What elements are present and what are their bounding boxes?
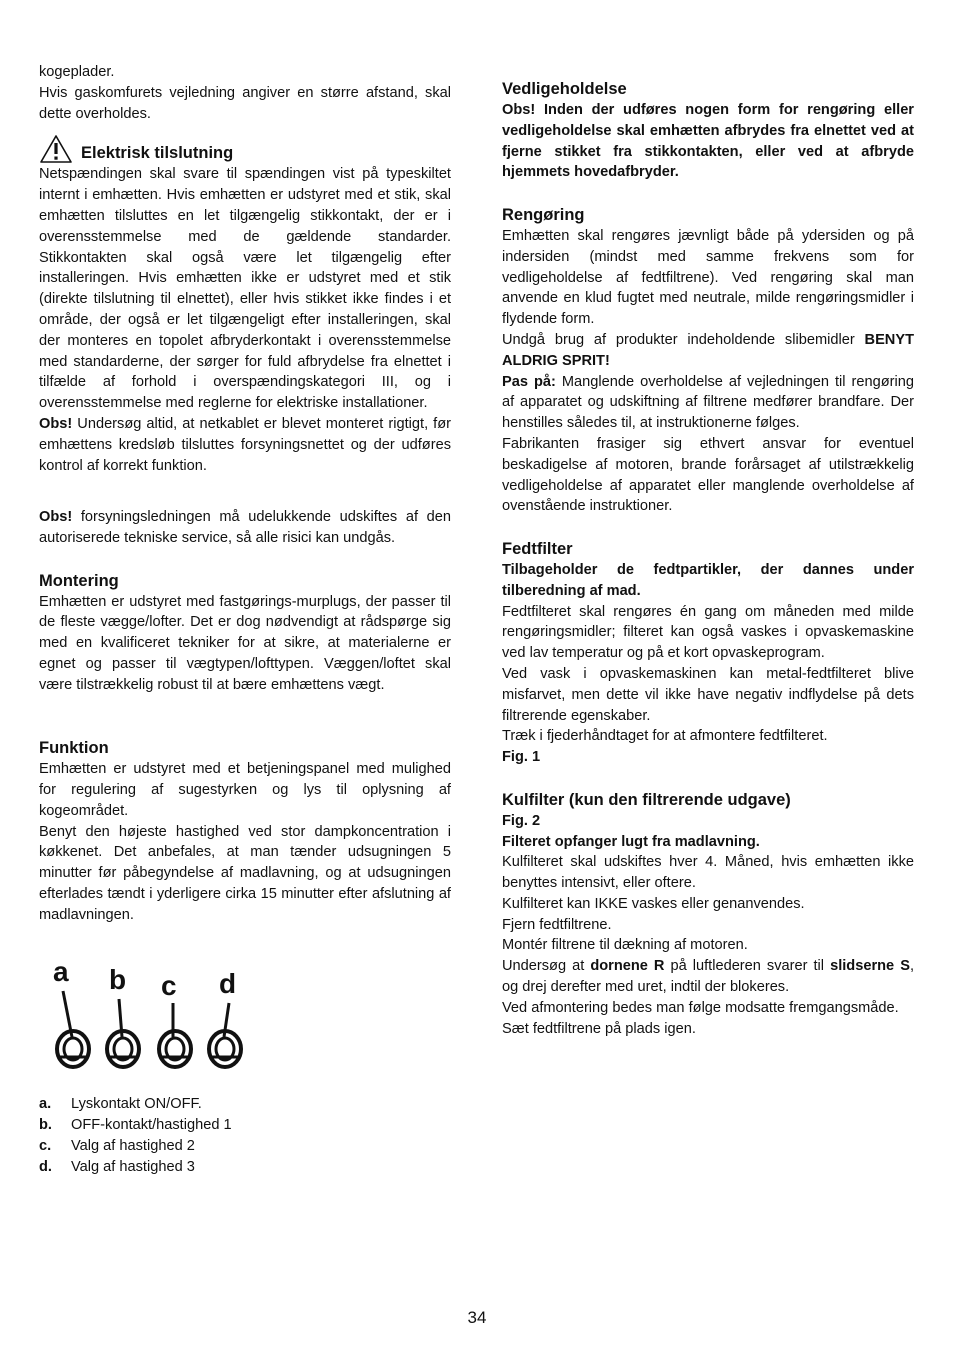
knob-icon xyxy=(159,1031,191,1067)
note-label: Obs! xyxy=(39,415,73,432)
warning-triangle-icon xyxy=(39,134,73,164)
intro-line-1: kogeplader. xyxy=(39,64,115,80)
electrical-note-1 xyxy=(39,414,451,476)
note-text: forsyningsledningen må udelukkende udskiftes af den autoriserede tekniske service, så alle risici kan undgås. xyxy=(39,509,451,546)
left-column xyxy=(39,62,451,1177)
page-number: 34 xyxy=(467,1308,487,1327)
control-knobs-illustration xyxy=(39,955,259,1073)
mounting-title: Montering xyxy=(39,571,119,590)
carbon-filter-title: Kulfilter (kun den filtrerende udgave) xyxy=(502,790,791,809)
list-item: a. Lyskontakt ON/OFF. xyxy=(39,1096,202,1113)
carbon-filter-body-6: Ved afmontering bedes man følge modsatte fremgangsmåde. xyxy=(502,999,899,1016)
note-label: Obs! xyxy=(39,509,73,526)
cleaning-body-1: Emhætten skal rengøres jævnligt både på ydersiden og på indersiden (mindst med samme frekvens som for vedligeholdelse af fedtfiltrene). Ved rengøring skal man anvende en klud fugtet med neutrale, milde rengøringsmidler i flydende form. xyxy=(502,227,914,328)
list-item: c. Valg af hastighed 2 xyxy=(39,1137,195,1154)
cleaning-body-4: Fabrikanten frasiger sig ethvert ansvar for eventuel beskadigelse af motoren, brande forårsaget af utilstrækkelig vedligeholdelse af apparatet eller manglende overholdelse af ovenstående instruktioner. xyxy=(502,435,914,515)
figure-legend xyxy=(39,1094,451,1177)
grease-filter-fig-ref: Fig. 1 xyxy=(502,749,541,766)
cleaning-body-3: Pas på: Manglende overholdelse af vejledningen til rengøring af apparatet og udskiftning af filtrene medfører brandfare. Der henstilles således til, at instruktionerne følges. xyxy=(502,373,914,432)
carbon-filter-body-5: Undersøg at dornene R på luftlederen svarer til slidserne S, og drej derefter med uret, indtil der blokeres. xyxy=(502,958,914,996)
electrical-heading xyxy=(39,134,451,164)
function-body-1: Emhætten er udstyret med et betjeningspanel med mulighed for regulering af sugestyrken og lys til oplysning af kogeområdet. xyxy=(39,761,451,819)
carbon-filter-lead: Filteret opfanger lugt fra madlavning. xyxy=(502,833,760,850)
carbon-filter-body-4: Montér filtrene til dækning af motoren. xyxy=(502,937,748,954)
control-panel-figure xyxy=(39,955,451,1080)
note-text: Undersøg altid, at netkablet er blevet monteret rigtigt, før emhættens kredsløb tilsluttes forsyningsnettet og der udføres kontrol af korrekt funktion. xyxy=(39,415,451,474)
carbon-filter-body-3: Fjern fedtfiltrene. xyxy=(502,916,612,933)
right-column xyxy=(502,78,914,1039)
cleaning-body-2: Undgå brug af produkter indeholdende slibemidler BENYT ALDRIG SPRIT! xyxy=(502,331,914,369)
carbon-filter-body-7: Sæt fedtfiltrene på plads igen. xyxy=(502,1020,696,1037)
electrical-body: Netspændingen skal svare til spændingen vist på typeskiltet internt i emhætten. Hvis emhætten er udstyret med et stik, skal emhætten tilsluttes en let tilgængelig stikkontakt, der er i overensstemmelse med de gældende standarder. Stikkontakten skal også være let tilgængelig efter installeringen. Hvis emhætten ikke er udstyret med et stik (direkte tilslutning til elnettet), eller hvis stikket ikke findes i et område, der også er let tilgængeligt efter installeringen, skal der monteres en topolet afbryderkontakt i overensstemmelse med standarderne, der sørger for fuld afbrydelse fra elnettet i tilfælde af forhold i overspændingskategori III, og i overensstemmelse med reglerne for elektriske installationer. xyxy=(39,166,451,412)
carbon-filter-fig-ref: Fig. 2 xyxy=(502,812,541,829)
figure-label-d: d xyxy=(219,968,237,1000)
function-title: Funktion xyxy=(39,739,109,758)
grease-filter-title: Fedtfilter xyxy=(502,539,573,558)
electrical-title: Elektrisk tilslutning xyxy=(81,144,234,163)
grease-filter-body-2: Ved vask i opvaskemaskinen kan metal-fedtfilteret blive misfarvet, men dette vil ikke have negativ indflydelse på dets filtrerende egenskaber. xyxy=(502,665,914,724)
grease-filter-body-1: Fedtfilteret skal rengøres én gang om måneden med milde rengøringsmidler; filteret kan også vaskes i opvaskemaskine ved lav temperatur og på et kort opvaskeprogram. xyxy=(502,603,914,662)
intro-line-2: Hvis gaskomfurets vejledning angiver en større afstand, skal dette overholdes. xyxy=(39,84,451,122)
function-body-2: Benyt den højeste hastighed ved stor dampkoncentration i køkkenet. Det anbefales, at man tænder udsugningen 5 minutter før påbegyndelse af madlavning, og at udsugningen efterlades tændt i yderligere cirka 15 minutter efter afslutning af madlavningen. xyxy=(39,823,451,923)
maintenance-warning: Obs! Inden der udføres nogen form for rengøring eller vedligeholdelse skal emhætten afbrydes fra elnettet ved at fjerne stikket fra stikkontakten, eller ved at afbryde hjemmets hovedafbryder. xyxy=(502,102,914,181)
electrical-note-2 xyxy=(39,507,451,549)
figure-label-c: c xyxy=(161,970,177,1002)
figure-label-a: a xyxy=(53,956,69,988)
carbon-filter-body-1: Kulfilteret skal udskiftes hver 4. Måned, hvis emhætten ikke benyttes intensivt, eller oftere. xyxy=(502,854,914,892)
figure-label-b: b xyxy=(109,964,127,996)
grease-filter-lead: Tilbageholder de fedtpartikler, der dannes under tilberedning af mad. xyxy=(502,561,914,599)
maintenance-title: Vedligeholdelse xyxy=(502,80,627,98)
mounting-body: Emhætten er udstyret med fastgørings-murplugs, der passer til de fleste vægge/lofter. Det er dog nødvendigt at rådspørge sig med en kvalificeret tekniker for at sikre, at materialerne er egnet og passer til vægtypen/lofttypen. Væggen/loftet skal være tilstrækkelig robust til at bære emhættens vægt. xyxy=(39,593,451,693)
list-item: d. Valg af hastighed 3 xyxy=(39,1158,195,1175)
list-item: b. OFF-kontakt/hastighed 1 xyxy=(39,1117,232,1134)
cleaning-title: Rengøring xyxy=(502,205,585,224)
grease-filter-body-3: Træk i fjederhåndtaget for at afmontere fedtfilteret. xyxy=(502,728,828,745)
carbon-filter-body-2: Kulfilteret kan IKKE vaskes eller genanvendes. xyxy=(502,895,805,912)
